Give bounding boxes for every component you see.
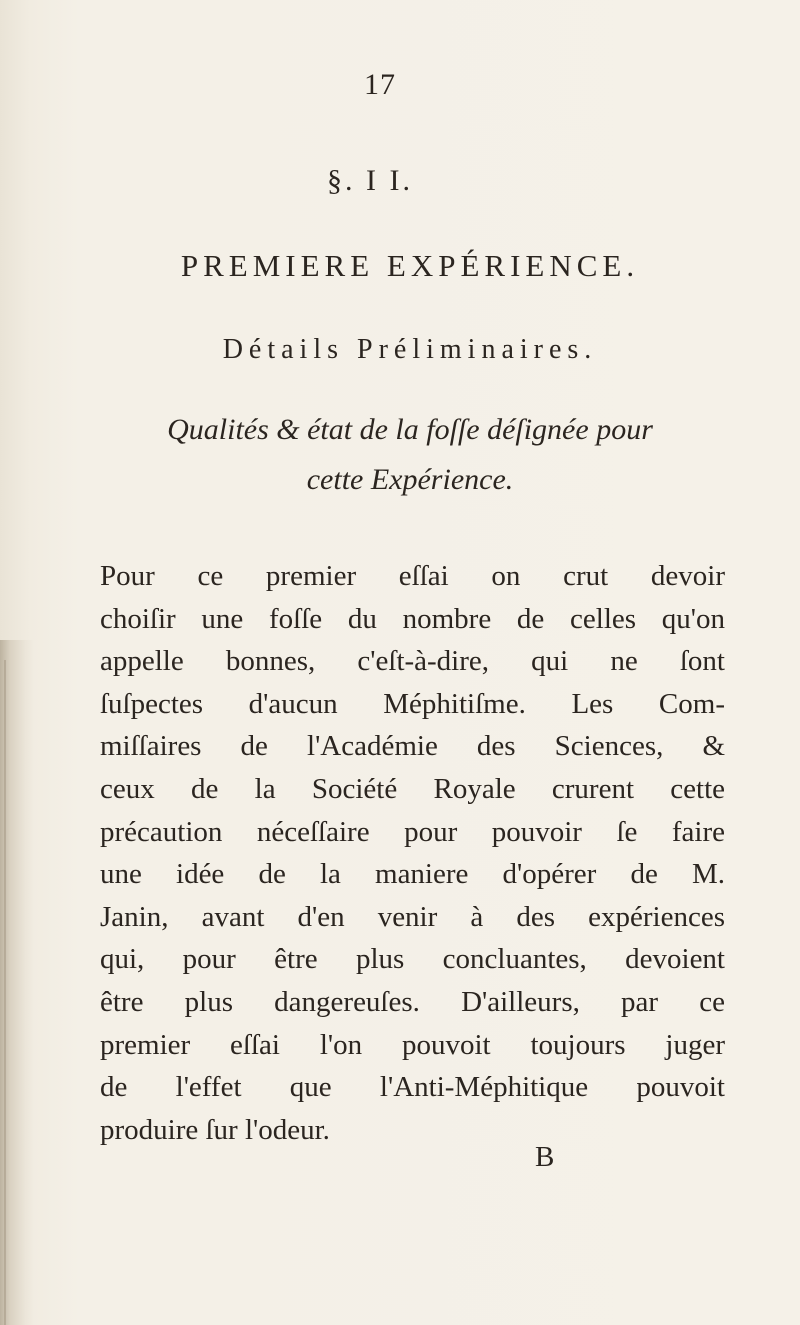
body-line: ceux de la Société Royale crurent cette (100, 772, 725, 805)
body-line: Pour ce premier eſſai on crut devoir (100, 560, 725, 592)
caption-line: Qualités & état de la foſſe déſignée pour (167, 413, 653, 446)
body-line: ſuſpectes d'aucun Méphitiſme. Les Com- (100, 687, 725, 720)
body-line: de l'effet que l'Anti-Méphitique pouvoit (100, 1071, 725, 1104)
body-line: une idée de la maniere d'opérer de M. (100, 858, 725, 891)
body-line: Janin, avant d'en venir à des expériences (100, 900, 725, 933)
section-caption (80, 405, 740, 505)
body-line: précaution néceſſaire pour pouvoir ſe faire (100, 815, 725, 848)
body-paragraph (100, 555, 725, 1151)
body-line: miſſaires de l'Académie des Sciences, & (100, 730, 725, 763)
caption-line: cette Expérience. (306, 463, 514, 496)
body-line: choiſir une foſſe du nombre de celles qu'on (100, 602, 725, 635)
page-number: 17 (364, 68, 396, 101)
section-mark: §. I I. (327, 164, 413, 197)
body-line: produire ſur l'odeur. (100, 1113, 330, 1146)
chapter-subheading: Détails Préliminaires. (222, 334, 598, 365)
binding-line (4, 660, 6, 1325)
catchword-signature: B (535, 1141, 555, 1173)
body-line: qui, pour être plus concluantes, devoient (100, 943, 725, 976)
chapter-heading: PREMIERE EXPÉRIENCE. (180, 248, 640, 283)
body-line: être plus dangereuſes. D'ailleurs, par ce (100, 985, 725, 1018)
body-line: appelle bonnes, c'eſt-à-dire, qui ne ſont (100, 645, 725, 678)
body-line: premier eſſai l'on pouvoit toujours juger (100, 1028, 725, 1061)
